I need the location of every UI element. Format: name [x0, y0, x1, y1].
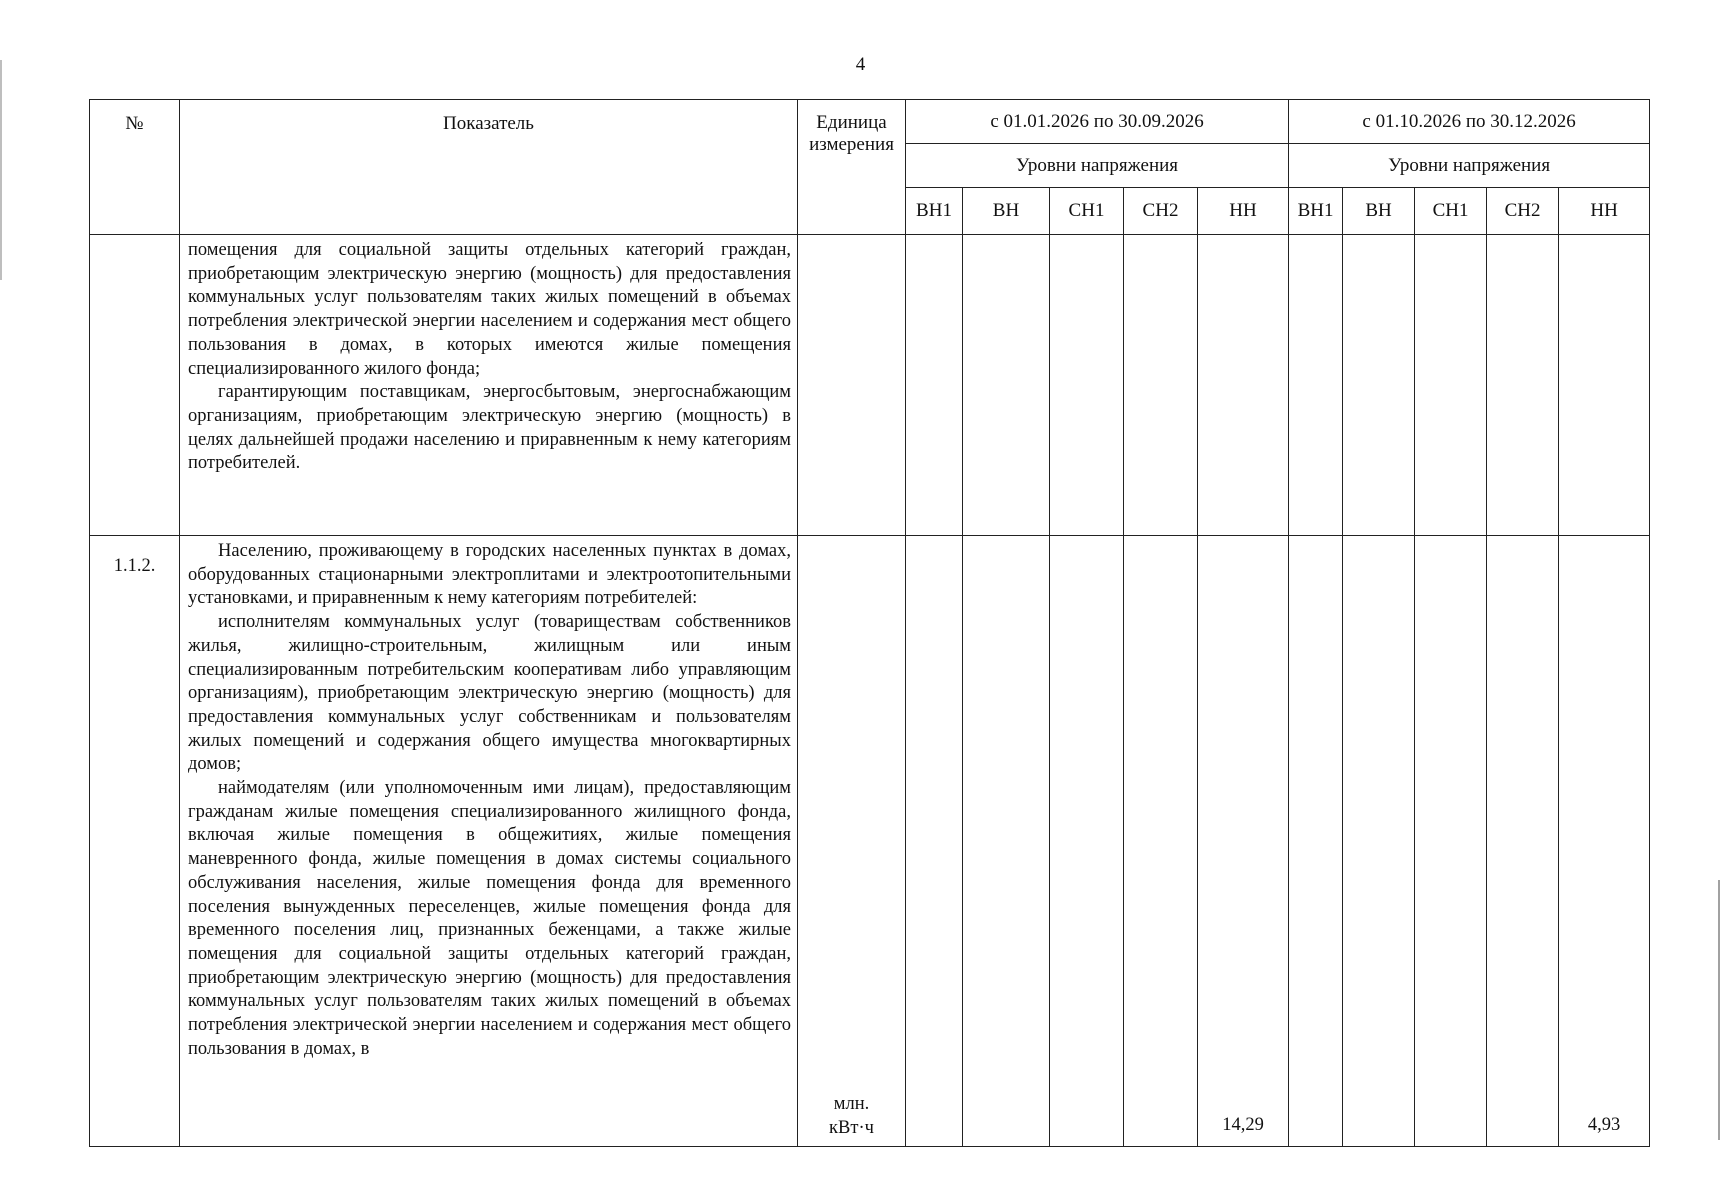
- scan-edge-right: [1718, 880, 1720, 1140]
- row-description: [180, 235, 798, 536]
- cell-p2-vn1: [1289, 536, 1343, 1147]
- level-nn: НН: [1559, 188, 1650, 235]
- cell-p1-sn2: [1124, 536, 1198, 1147]
- tariff-table: [89, 99, 1650, 1147]
- header-num: №: [90, 100, 180, 235]
- header-voltage-2: Уровни напряжения: [1289, 144, 1650, 188]
- cell-p1-sn1: [1050, 536, 1124, 1147]
- cell-p1-vn1: [906, 536, 963, 1147]
- cell-p2-sn1: [1415, 235, 1487, 536]
- level-vn: ВН: [963, 188, 1050, 235]
- cell-p2-sn2: [1487, 536, 1559, 1147]
- cell-p2-sn2: [1487, 235, 1559, 536]
- cell-p1-sn2: [1124, 235, 1198, 536]
- row-unit: [798, 235, 906, 536]
- cell-p1-sn1: [1050, 235, 1124, 536]
- row-number: 1.1.2.: [90, 536, 180, 1147]
- level-sn1: СН1: [1415, 188, 1487, 235]
- cell-p1-vn: [963, 235, 1050, 536]
- row-number: [90, 235, 180, 536]
- row-paragraph: наймодателям (или уполномоченным ими лицам), предоставляющим гражданам жилые помещения специализированного жилищного фонда, включая жилые помещения в общежитиях, жилые помещения маневренного фонда, жилые помещения в домах системы социального обслуживания населения, жилые помещения фонда для временного поселения вынужденных переселенцев, жилые помещения фонда для временного поселения лиц, признанных беженцами, а также жилые помещения для социальной защиты отдельных категорий граждан, приобретающим электрическую энергию (мощность) для предоставления коммунальных услуг пользователям таких жилых помещений в объемах потребления электрической энергии населением и содержания мест общего пользования в домах, в: [188, 778, 791, 1059]
- page-number: 4: [855, 54, 866, 75]
- cell-p2-nn: 4,93: [1559, 536, 1650, 1147]
- header-period-2: с 01.10.2026 по 30.12.2026: [1289, 100, 1650, 144]
- cell-p2-vn1: [1289, 235, 1343, 536]
- level-vn1: ВН1: [1289, 188, 1343, 235]
- level-sn2: СН2: [1124, 188, 1198, 235]
- cell-p1-nn: 14,29: [1198, 536, 1289, 1147]
- row-paragraph: гарантирующим поставщикам, энергосбытовым, энергоснабжающим организациям, приобретающим электрическую энергию (мощность) в целях дальнейшей продажи населению и приравненным к нему категориям потребителей.: [188, 382, 791, 474]
- row-description: [180, 536, 798, 1147]
- scan-edge-left: [0, 60, 2, 280]
- level-sn1: СН1: [1050, 188, 1124, 235]
- header-voltage-1: Уровни напряжения: [906, 144, 1289, 188]
- level-vn1: ВН1: [906, 188, 963, 235]
- table-row: [90, 235, 1650, 536]
- row-paragraph: Населению, проживающему в городских населенных пунктах в домах, оборудованных стационарными электроплитами и электроотопительными установками, и приравненным к нему категориям потребителей:: [188, 541, 791, 609]
- cell-p2-nn: [1559, 235, 1650, 536]
- header-unit-line2: измерения: [809, 134, 894, 155]
- header-indicator: Показатель: [180, 100, 798, 235]
- table-row: [90, 536, 1650, 1147]
- cell-p2-vn: [1343, 536, 1415, 1147]
- row-paragraph: исполнителям коммунальных услуг (товариществам собственников жилья, жилищно-строительным, жилищным или иным специализированным потребительским кооперативам либо управляющим организациям), приобретающим электрическую энергию (мощность) для предоставления коммунальных услуг собственникам и пользователям жилых помещений и содержания общего имущества многоквартирных домов;: [188, 612, 791, 775]
- row-unit-line2: кВт·ч: [829, 1118, 874, 1138]
- cell-p1-nn: [1198, 235, 1289, 536]
- header-period-1: с 01.01.2026 по 30.09.2026: [906, 100, 1289, 144]
- header-row-1: [90, 100, 1650, 144]
- cell-p1-vn1: [906, 235, 963, 536]
- level-sn2: СН2: [1487, 188, 1559, 235]
- level-vn: ВН: [1343, 188, 1415, 235]
- row-unit: [798, 536, 906, 1147]
- cell-p2-sn1: [1415, 536, 1487, 1147]
- row-unit-line1: млн.: [833, 1094, 870, 1114]
- level-nn: НН: [1198, 188, 1289, 235]
- row-paragraph: помещения для социальной защиты отдельных категорий граждан, приобретающим электрическую энергию (мощность) для предоставления коммунальных услуг пользователям таких жилых помещений в объемах потребления электрической энергии населением и содержания мест общего пользования в домах, в которых имеются жилые помещения специализированного жилого фонда;: [188, 240, 791, 379]
- header-unit: [798, 100, 906, 235]
- cell-p1-vn: [963, 536, 1050, 1147]
- cell-p2-vn: [1343, 235, 1415, 536]
- header-unit-line1: Единица: [816, 112, 887, 133]
